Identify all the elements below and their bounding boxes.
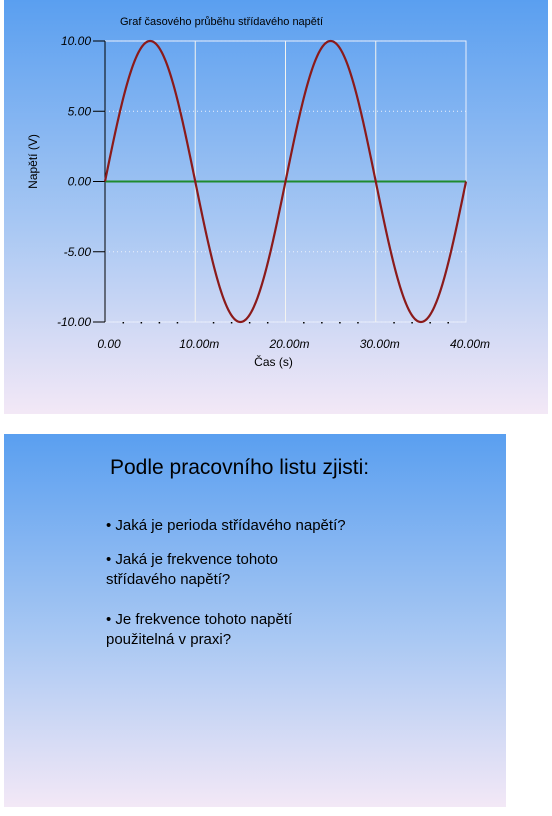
x-tick-label: 20.00m bbox=[269, 337, 310, 351]
x-minor-tick bbox=[213, 322, 215, 324]
slide-title: Podle pracovního listu zjisti: bbox=[110, 456, 370, 479]
x-tick-label: 10.00m bbox=[179, 337, 220, 351]
question-slide bbox=[4, 434, 506, 807]
question-2-line-2: střídavého napětí? bbox=[106, 571, 231, 588]
x-minor-tick bbox=[339, 322, 341, 324]
question-1-line-1: • Jaká je perioda střídavého napětí? bbox=[106, 517, 346, 534]
x-minor-tick bbox=[447, 322, 449, 324]
x-tick-label: 40.00m bbox=[449, 337, 491, 351]
x-minor-tick bbox=[357, 322, 359, 324]
y-tick-label: 10.00 bbox=[60, 34, 91, 48]
y-tick-label: -5.00 bbox=[63, 244, 91, 259]
x-minor-tick bbox=[177, 322, 179, 324]
x-minor-tick bbox=[303, 322, 305, 324]
x-axis-label: Čas (s) bbox=[254, 355, 293, 369]
x-minor-tick bbox=[429, 322, 431, 324]
question-3-line-1: • Je frekvence tohoto napětí bbox=[106, 611, 293, 628]
x-minor-tick bbox=[267, 322, 269, 324]
y-axis-label: Napětí (V) bbox=[26, 134, 40, 189]
chart-title: Graf časového průběhu střídavého napětí bbox=[120, 16, 324, 28]
x-minor-tick bbox=[321, 322, 323, 324]
x-minor-tick bbox=[231, 322, 233, 324]
x-tick-label: 30.00m bbox=[359, 337, 400, 351]
voltage-chart bbox=[4, 0, 548, 414]
question-1 bbox=[106, 516, 466, 536]
x-minor-tick bbox=[123, 322, 125, 324]
y-tick-label: 5.00 bbox=[67, 104, 91, 119]
question-3 bbox=[106, 610, 466, 650]
question-2-line-1: • Jaká je frekvence tohoto bbox=[106, 551, 279, 568]
question-2 bbox=[106, 550, 466, 590]
x-minor-tick bbox=[393, 322, 395, 324]
x-tick-label: 0.00 bbox=[97, 337, 121, 351]
x-minor-tick bbox=[159, 322, 161, 324]
question-3-line-2: použitelná v praxi? bbox=[106, 631, 232, 648]
chart-slide bbox=[4, 0, 548, 414]
x-minor-tick bbox=[249, 322, 251, 324]
y-tick-label: -10.00 bbox=[56, 315, 91, 329]
y-tick-label: 0.00 bbox=[67, 174, 91, 189]
x-minor-tick bbox=[141, 322, 143, 324]
x-minor-tick bbox=[411, 322, 413, 324]
